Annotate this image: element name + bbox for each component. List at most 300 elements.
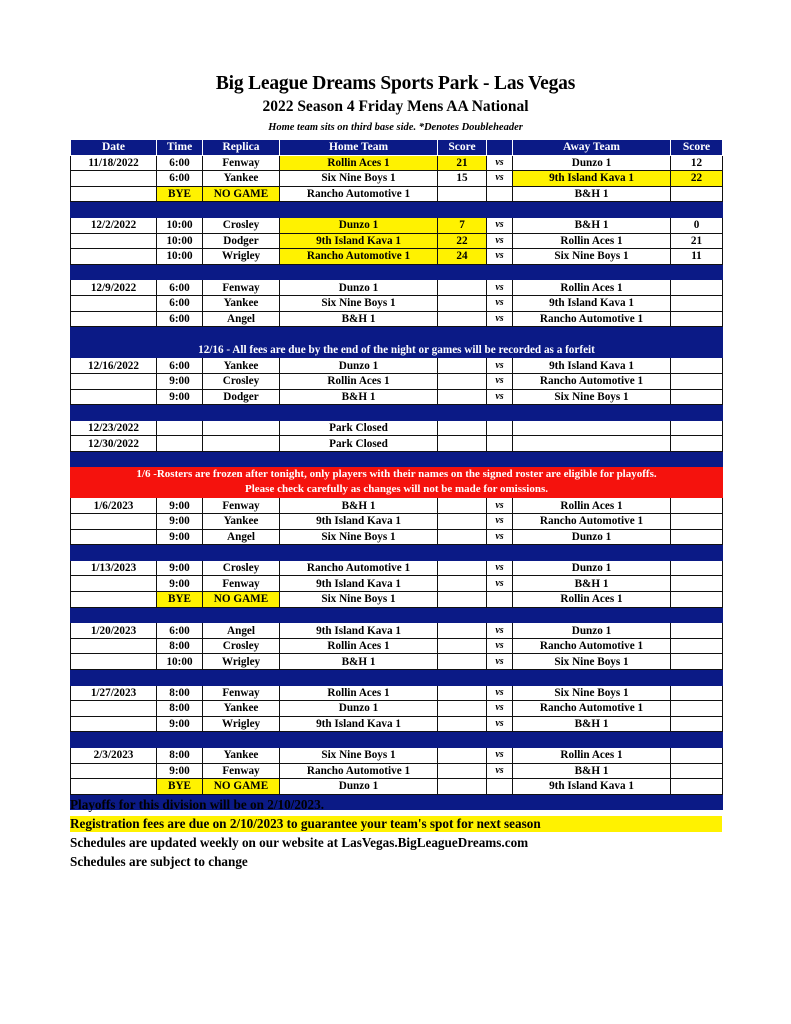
separator-cell <box>157 264 203 280</box>
cell-away-score <box>671 747 723 763</box>
cell-away-score: 11 <box>671 249 723 265</box>
roster-notice <box>71 467 723 498</box>
cell-time: 6:00 <box>157 155 203 171</box>
cell-home-score <box>438 701 487 717</box>
cell-replica: Crosley <box>203 638 280 654</box>
cell-time: 10:00 <box>157 217 203 233</box>
week-separator <box>71 405 723 421</box>
separator-cell <box>671 794 723 810</box>
website-note: Schedules are updated weekly on our website at LasVegas.BigLeagueDreams.com <box>70 835 529 850</box>
separator-cell <box>438 327 487 343</box>
roster-notice-text: 1/6 -Rosters are frozen after tonight, only players with their names on the signed roster are eligible for playoffs. <box>136 468 657 481</box>
cell-date: 12/16/2022 <box>71 358 157 374</box>
cell-home: B&H 1 <box>280 654 438 670</box>
cell-time: 9:00 <box>157 716 203 732</box>
cell-away: Dunzo 1 <box>513 560 671 576</box>
cell-vs: vs <box>487 576 513 592</box>
cell-away: Rollin Aces 1 <box>513 592 671 608</box>
cell-vs: vs <box>487 233 513 249</box>
separator-cell <box>280 405 438 421</box>
cell-date <box>71 576 157 592</box>
table-row <box>71 358 723 374</box>
table-row <box>71 592 723 608</box>
separator-cell <box>280 327 438 343</box>
separator-cell <box>671 264 723 280</box>
cell-home: Rollin Aces 1 <box>280 373 438 389</box>
separator-cell <box>671 451 723 467</box>
cell-away: Six Nine Boys 1 <box>513 389 671 405</box>
cell-replica: NO GAME <box>203 186 280 202</box>
table-row <box>71 576 723 592</box>
cell-home: Six Nine Boys 1 <box>280 592 438 608</box>
table-row <box>71 311 723 327</box>
cell-away: B&H 1 <box>513 763 671 779</box>
cell-away-score <box>671 716 723 732</box>
cell-date: 2/3/2023 <box>71 747 157 763</box>
separator-cell <box>157 327 203 343</box>
cell-vs: vs <box>487 498 513 514</box>
separator-cell <box>671 732 723 748</box>
cell-away-score <box>671 311 723 327</box>
fees-notice <box>71 342 723 358</box>
cell-date: 12/30/2022 <box>71 436 157 452</box>
cell-date: 1/6/2023 <box>71 498 157 514</box>
cell-away-score <box>671 280 723 296</box>
cell-date <box>71 249 157 265</box>
table-row <box>71 623 723 639</box>
cell-time: BYE <box>157 779 203 795</box>
separator-cell <box>487 607 513 623</box>
cell-vs <box>487 592 513 608</box>
table-row <box>71 529 723 545</box>
cell-vs: vs <box>487 685 513 701</box>
cell-home-score <box>438 295 487 311</box>
separator-cell <box>438 794 487 810</box>
week-separator <box>71 545 723 561</box>
separator-cell <box>203 327 280 343</box>
separator-cell <box>487 202 513 218</box>
table-row <box>71 560 723 576</box>
week-separator <box>71 732 723 748</box>
separator-cell <box>438 545 487 561</box>
cell-home: 9th Island Kava 1 <box>280 576 438 592</box>
week-separator <box>71 327 723 343</box>
playoffs-note: Playoffs for this division will be on 2/10/2023. <box>70 797 325 812</box>
header-home-team: Home Team <box>280 140 438 156</box>
separator-cell <box>513 264 671 280</box>
week-separator <box>71 202 723 218</box>
separator-cell <box>157 545 203 561</box>
cell-home: 9th Island Kava 1 <box>280 716 438 732</box>
cell-replica: Yankee <box>203 295 280 311</box>
cell-replica <box>203 436 280 452</box>
table-row <box>71 420 723 436</box>
cell-home: B&H 1 <box>280 498 438 514</box>
cell-replica: Dodger <box>203 233 280 249</box>
separator-cell <box>438 202 487 218</box>
cell-vs: vs <box>487 623 513 639</box>
cell-home-score <box>438 638 487 654</box>
cell-time: 9:00 <box>157 529 203 545</box>
cell-time: 6:00 <box>157 280 203 296</box>
cell-home: Dunzo 1 <box>280 217 438 233</box>
cell-home: 9th Island Kava 1 <box>280 233 438 249</box>
cell-replica: Dodger <box>203 389 280 405</box>
separator-cell <box>513 545 671 561</box>
separator-cell <box>280 451 438 467</box>
cell-away: B&H 1 <box>513 576 671 592</box>
cell-vs: vs <box>487 280 513 296</box>
cell-home-score <box>438 716 487 732</box>
separator-cell <box>671 607 723 623</box>
cell-replica: Wrigley <box>203 716 280 732</box>
separator-cell <box>280 670 438 686</box>
cell-home: Park Closed <box>280 436 438 452</box>
cell-date: 1/13/2023 <box>71 560 157 576</box>
cell-replica: Crosley <box>203 560 280 576</box>
table-row <box>71 747 723 763</box>
separator-cell <box>438 451 487 467</box>
registration-note: Registration fees are due on 2/10/2023 to guarantee your team's spot for next season <box>70 816 722 832</box>
cell-vs <box>487 420 513 436</box>
cell-replica: Yankee <box>203 358 280 374</box>
separator-cell <box>71 670 157 686</box>
cell-vs: vs <box>487 249 513 265</box>
separator-cell <box>71 545 157 561</box>
cell-away: Rollin Aces 1 <box>513 498 671 514</box>
cell-away: Dunzo 1 <box>513 155 671 171</box>
cell-home-score <box>438 623 487 639</box>
separator-cell <box>157 607 203 623</box>
cell-home: Park Closed <box>280 420 438 436</box>
cell-home-score <box>438 358 487 374</box>
cell-away-score <box>671 358 723 374</box>
cell-replica: Wrigley <box>203 249 280 265</box>
cell-date <box>71 592 157 608</box>
cell-away-score <box>671 701 723 717</box>
cell-away: Rancho Automotive 1 <box>513 701 671 717</box>
cell-time: 9:00 <box>157 498 203 514</box>
cell-vs: vs <box>487 217 513 233</box>
separator-cell <box>203 451 280 467</box>
cell-time: 6:00 <box>157 311 203 327</box>
cell-home: Six Nine Boys 1 <box>280 529 438 545</box>
header-home-score: Score <box>438 140 487 156</box>
roster-notice-cell <box>71 467 723 498</box>
separator-cell <box>487 732 513 748</box>
cell-away: Dunzo 1 <box>513 623 671 639</box>
cell-away: B&H 1 <box>513 217 671 233</box>
cell-replica: Wrigley <box>203 654 280 670</box>
cell-away-score: 21 <box>671 233 723 249</box>
separator-cell <box>71 327 157 343</box>
cell-replica: Yankee <box>203 747 280 763</box>
separator-cell <box>671 670 723 686</box>
cell-time: 6:00 <box>157 623 203 639</box>
cell-away: B&H 1 <box>513 716 671 732</box>
separator-cell <box>280 545 438 561</box>
cell-home: Six Nine Boys 1 <box>280 171 438 187</box>
cell-home: 9th Island Kava 1 <box>280 514 438 530</box>
separator-cell <box>280 607 438 623</box>
cell-time: 8:00 <box>157 701 203 717</box>
separator-cell <box>438 732 487 748</box>
cell-time: 6:00 <box>157 295 203 311</box>
separator-cell <box>487 451 513 467</box>
cell-replica: Angel <box>203 623 280 639</box>
cell-away: Rollin Aces 1 <box>513 747 671 763</box>
cell-time: 9:00 <box>157 373 203 389</box>
schedule-table <box>70 139 723 810</box>
cell-date <box>71 171 157 187</box>
table-row <box>71 217 723 233</box>
separator-cell <box>71 202 157 218</box>
table-row <box>71 186 723 202</box>
cell-vs: vs <box>487 747 513 763</box>
cell-home: Rollin Aces 1 <box>280 685 438 701</box>
cell-away <box>513 420 671 436</box>
cell-away-score <box>671 576 723 592</box>
table-row <box>71 779 723 795</box>
separator-cell <box>438 405 487 421</box>
separator-cell <box>671 405 723 421</box>
schedule-body <box>71 155 723 810</box>
cell-home: B&H 1 <box>280 389 438 405</box>
header-time: Time <box>157 140 203 156</box>
cell-home: Dunzo 1 <box>280 358 438 374</box>
separator-cell <box>203 607 280 623</box>
cell-vs: vs <box>487 358 513 374</box>
separator-cell <box>513 607 671 623</box>
separator-cell <box>513 327 671 343</box>
cell-home-score <box>438 654 487 670</box>
cell-time: 9:00 <box>157 514 203 530</box>
cell-home-score <box>438 747 487 763</box>
header-away-score: Score <box>671 140 723 156</box>
cell-home-score <box>438 498 487 514</box>
cell-home-score <box>438 576 487 592</box>
separator-cell <box>71 732 157 748</box>
separator-cell <box>71 607 157 623</box>
table-row <box>71 233 723 249</box>
cell-replica: Fenway <box>203 155 280 171</box>
cell-vs: vs <box>487 701 513 717</box>
cell-replica: Fenway <box>203 685 280 701</box>
cell-away: Rollin Aces 1 <box>513 233 671 249</box>
cell-replica: Yankee <box>203 171 280 187</box>
separator-cell <box>280 202 438 218</box>
cell-time <box>157 420 203 436</box>
table-row <box>71 295 723 311</box>
cell-vs <box>487 779 513 795</box>
cell-home-score <box>438 763 487 779</box>
cell-replica: Yankee <box>203 701 280 717</box>
table-row <box>71 171 723 187</box>
cell-vs: vs <box>487 295 513 311</box>
roster-notice-text: Please check carefully as changes will not be made for omissions. <box>245 483 548 496</box>
table-row <box>71 701 723 717</box>
cell-away: 9th Island Kava 1 <box>513 358 671 374</box>
cell-replica: Yankee <box>203 514 280 530</box>
cell-replica: NO GAME <box>203 592 280 608</box>
cell-home-score: 21 <box>438 155 487 171</box>
cell-away <box>513 436 671 452</box>
cell-home: B&H 1 <box>280 311 438 327</box>
cell-home-score: 15 <box>438 171 487 187</box>
table-row <box>71 389 723 405</box>
cell-away: Rancho Automotive 1 <box>513 514 671 530</box>
cell-replica: Angel <box>203 529 280 545</box>
cell-date <box>71 716 157 732</box>
separator-cell <box>157 732 203 748</box>
separator-cell <box>157 670 203 686</box>
cell-home: Rollin Aces 1 <box>280 638 438 654</box>
table-row <box>71 654 723 670</box>
table-row <box>71 685 723 701</box>
cell-away-score <box>671 638 723 654</box>
cell-away-score <box>671 389 723 405</box>
table-row <box>71 763 723 779</box>
cell-replica: Crosley <box>203 217 280 233</box>
separator-cell <box>671 545 723 561</box>
cell-home-score <box>438 373 487 389</box>
cell-date: 12/9/2022 <box>71 280 157 296</box>
separator-cell <box>203 202 280 218</box>
separator-cell <box>203 670 280 686</box>
cell-home: Dunzo 1 <box>280 280 438 296</box>
cell-away: 9th Island Kava 1 <box>513 779 671 795</box>
cell-home-score <box>438 779 487 795</box>
cell-home: Rancho Automotive 1 <box>280 763 438 779</box>
cell-replica: Fenway <box>203 280 280 296</box>
cell-away-score <box>671 420 723 436</box>
separator-cell <box>203 264 280 280</box>
cell-home: Dunzo 1 <box>280 779 438 795</box>
cell-time: 6:00 <box>157 358 203 374</box>
cell-vs: vs <box>487 171 513 187</box>
cell-date <box>71 638 157 654</box>
separator-cell <box>487 327 513 343</box>
cell-time: 8:00 <box>157 638 203 654</box>
cell-time: 9:00 <box>157 576 203 592</box>
cell-away-score <box>671 654 723 670</box>
cell-away: Six Nine Boys 1 <box>513 685 671 701</box>
cell-home-score <box>438 186 487 202</box>
cell-vs: vs <box>487 529 513 545</box>
header-row <box>71 140 723 156</box>
cell-away-score <box>671 592 723 608</box>
cell-home: Rancho Automotive 1 <box>280 560 438 576</box>
week-separator <box>71 607 723 623</box>
cell-home-score <box>438 685 487 701</box>
cell-date <box>71 514 157 530</box>
separator-cell <box>71 451 157 467</box>
cell-replica: Crosley <box>203 373 280 389</box>
cell-away-score <box>671 373 723 389</box>
cell-date <box>71 763 157 779</box>
cell-time: 6:00 <box>157 171 203 187</box>
separator-cell <box>513 732 671 748</box>
separator-cell <box>513 405 671 421</box>
cell-vs: vs <box>487 763 513 779</box>
cell-time: BYE <box>157 592 203 608</box>
separator-cell <box>71 264 157 280</box>
cell-home: 9th Island Kava 1 <box>280 623 438 639</box>
cell-vs: vs <box>487 560 513 576</box>
cell-away: Dunzo 1 <box>513 529 671 545</box>
cell-away-score <box>671 498 723 514</box>
cell-vs <box>487 436 513 452</box>
cell-vs: vs <box>487 638 513 654</box>
separator-cell <box>157 405 203 421</box>
separator-cell <box>671 202 723 218</box>
cell-vs: vs <box>487 155 513 171</box>
cell-vs: vs <box>487 716 513 732</box>
separator-cell <box>157 451 203 467</box>
cell-away: Six Nine Boys 1 <box>513 249 671 265</box>
separator-cell <box>280 732 438 748</box>
table-row <box>71 514 723 530</box>
cell-away-score <box>671 514 723 530</box>
table-row <box>71 249 723 265</box>
separator-cell <box>513 451 671 467</box>
cell-date <box>71 186 157 202</box>
cell-home: Rancho Automotive 1 <box>280 249 438 265</box>
separator-cell <box>487 794 513 810</box>
cell-replica: Fenway <box>203 576 280 592</box>
cell-away-score <box>671 763 723 779</box>
separator-cell <box>438 264 487 280</box>
cell-date <box>71 233 157 249</box>
cell-away: Rancho Automotive 1 <box>513 638 671 654</box>
week-separator <box>71 670 723 686</box>
cell-home-score <box>438 389 487 405</box>
separator-cell <box>280 264 438 280</box>
cell-vs: vs <box>487 389 513 405</box>
cell-away-score: 12 <box>671 155 723 171</box>
cell-time: BYE <box>157 186 203 202</box>
cell-away: 9th Island Kava 1 <box>513 295 671 311</box>
cell-away-score <box>671 685 723 701</box>
cell-vs <box>487 186 513 202</box>
cell-home: Dunzo 1 <box>280 701 438 717</box>
cell-away: Rollin Aces 1 <box>513 280 671 296</box>
table-row <box>71 498 723 514</box>
cell-away: B&H 1 <box>513 186 671 202</box>
cell-home: Six Nine Boys 1 <box>280 747 438 763</box>
cell-date <box>71 529 157 545</box>
header-replica: Replica <box>203 140 280 156</box>
cell-date <box>71 295 157 311</box>
separator-cell <box>513 794 671 810</box>
cell-time: 10:00 <box>157 654 203 670</box>
cell-time: 9:00 <box>157 389 203 405</box>
cell-date <box>71 779 157 795</box>
cell-away-score <box>671 295 723 311</box>
cell-home-score <box>438 420 487 436</box>
cell-home-score: 7 <box>438 217 487 233</box>
cell-home-score <box>438 592 487 608</box>
cell-home: Rollin Aces 1 <box>280 155 438 171</box>
cell-time: 8:00 <box>157 685 203 701</box>
table-row <box>71 280 723 296</box>
cell-replica: NO GAME <box>203 779 280 795</box>
cell-date <box>71 389 157 405</box>
cell-date: 11/18/2022 <box>71 155 157 171</box>
seating-note: Home team sits on third base side. *Denotes Doubleheader <box>268 122 523 133</box>
cell-date <box>71 311 157 327</box>
week-separator <box>71 264 723 280</box>
